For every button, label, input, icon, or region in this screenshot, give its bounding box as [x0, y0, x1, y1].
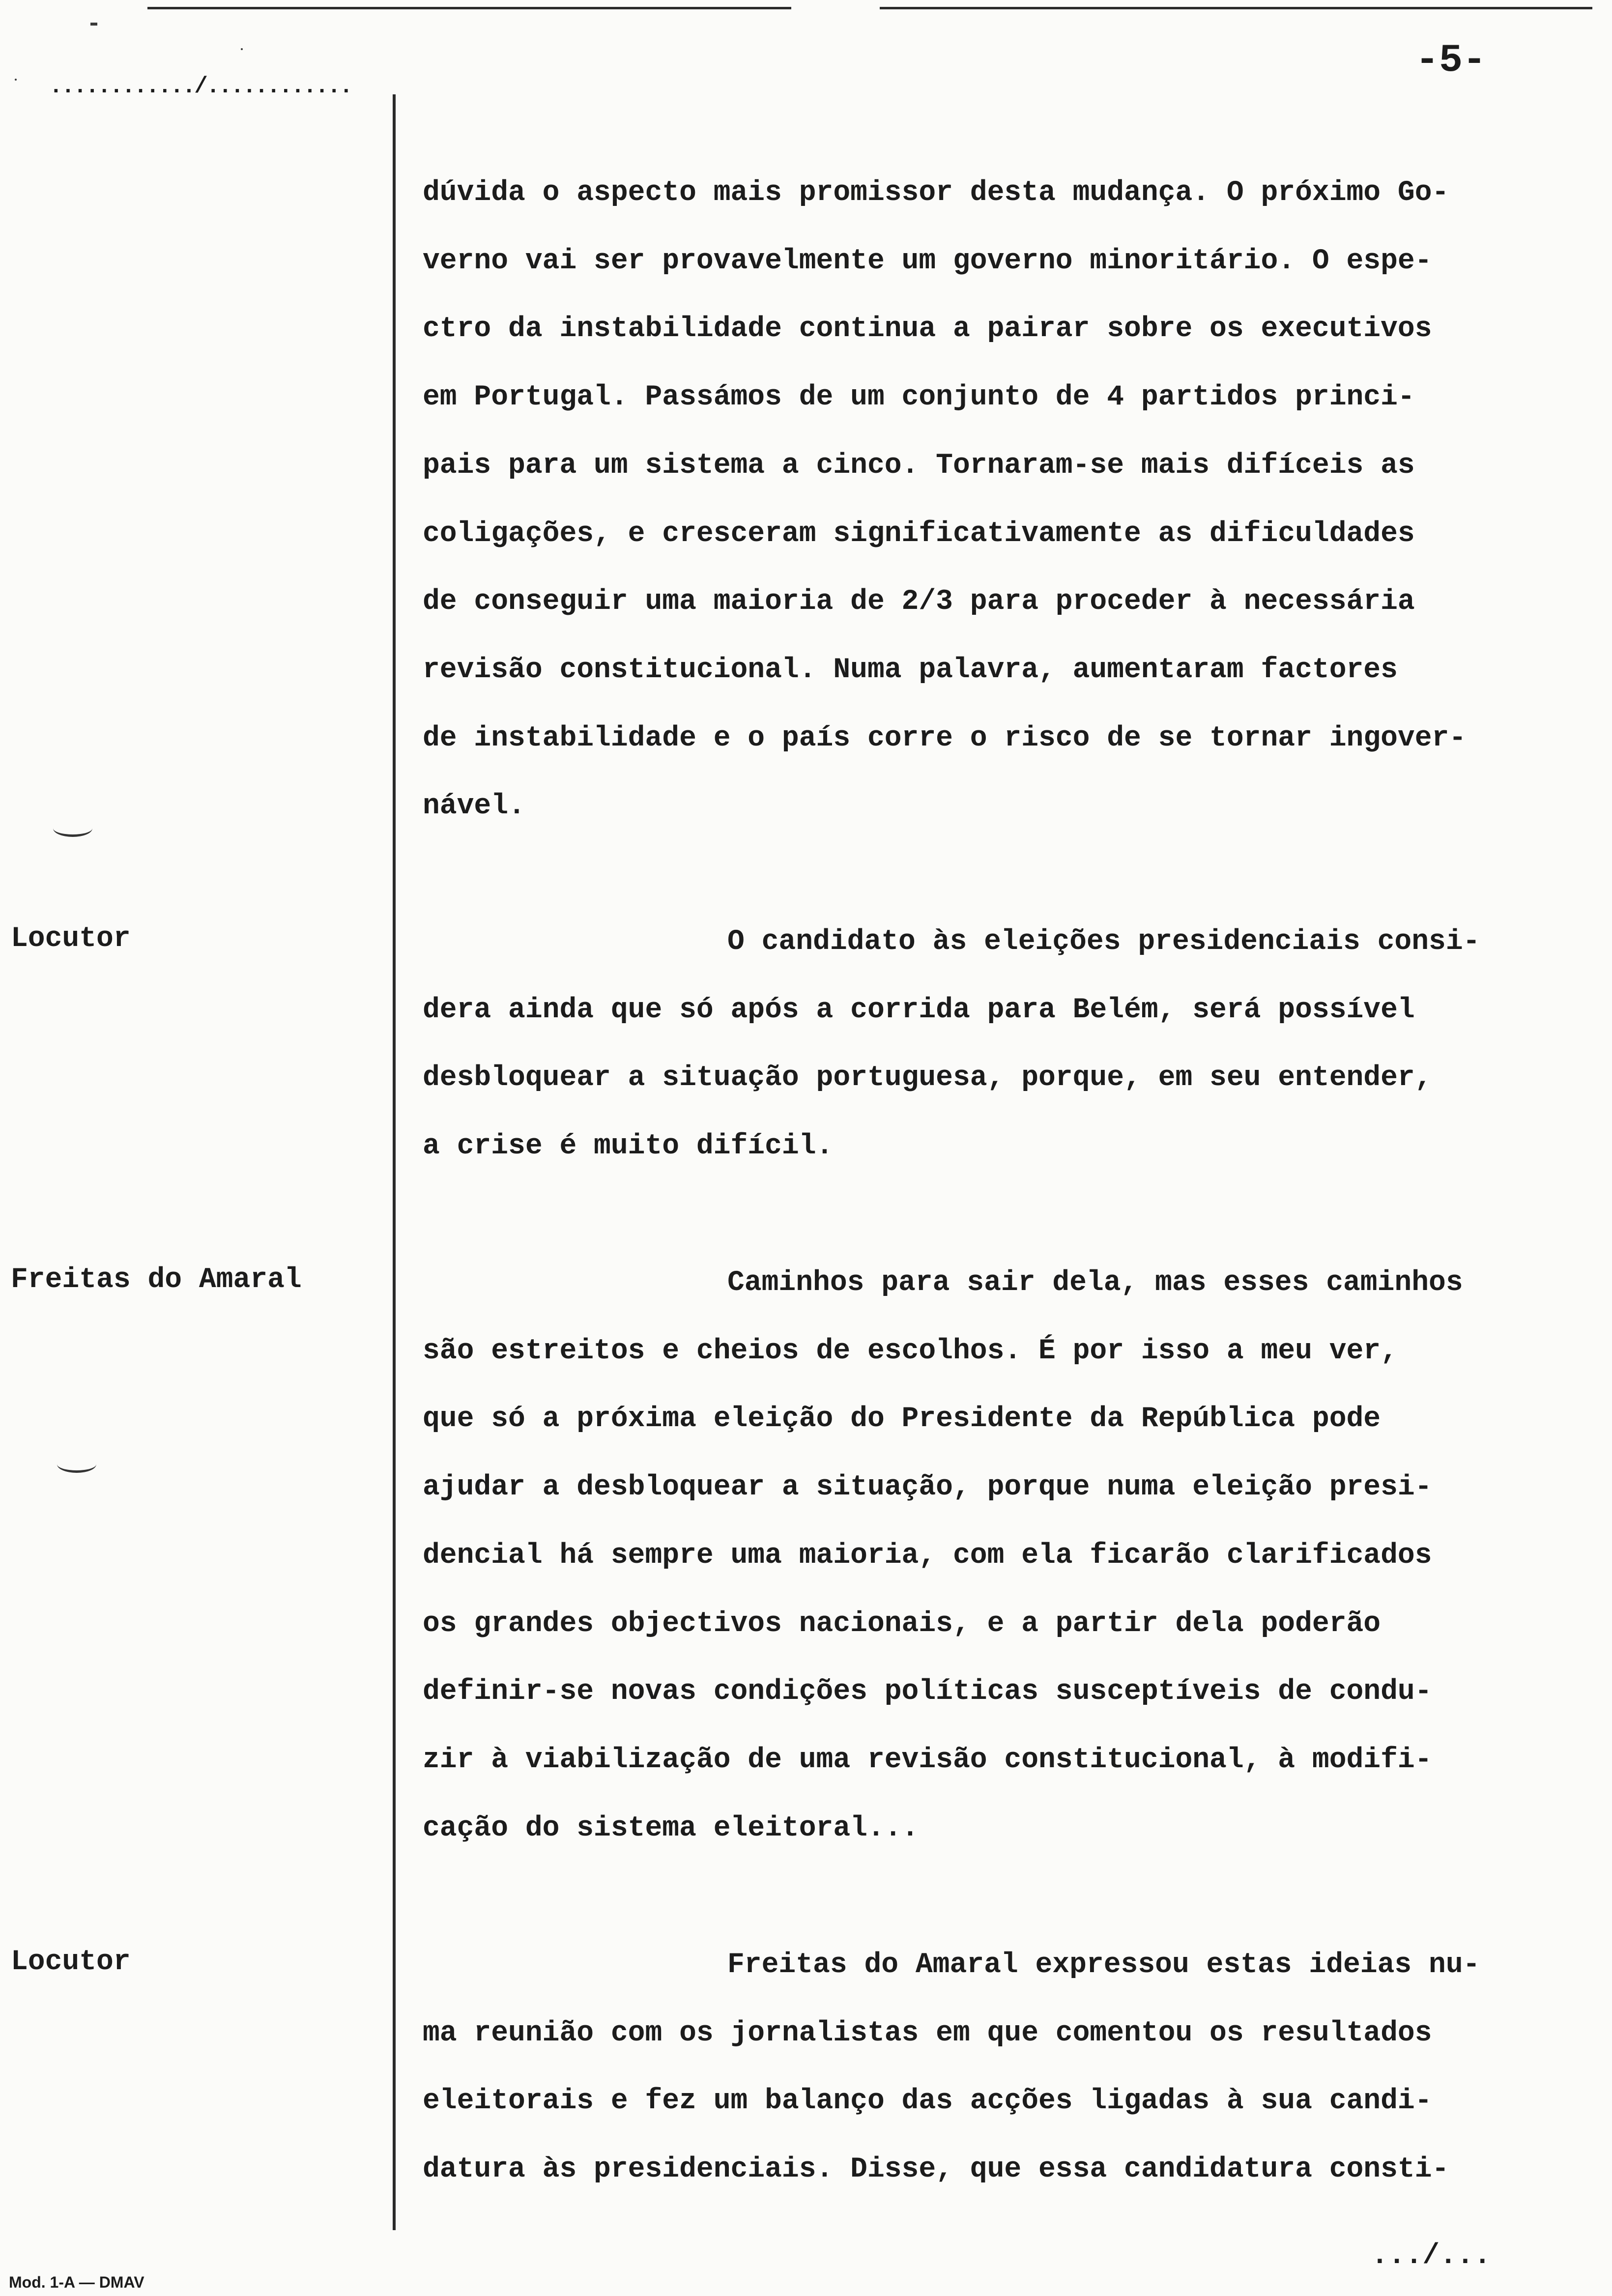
- text-line: a crise é muito difícil.: [423, 1130, 834, 1163]
- text-line: cação do sistema eleitoral...: [423, 1812, 919, 1844]
- text-line: verno vai ser provavelmente um governo minoritário. O espe-: [423, 245, 1432, 277]
- text-line: ma reunião com os jornalistas em que comentou os resultados: [423, 2017, 1432, 2049]
- text-line: coligações, e cresceram significativamente as dificuldades: [423, 517, 1415, 550]
- text-line: Freitas do Amaral expressou estas ideias nu-: [727, 1949, 1480, 1981]
- text-line: dera ainda que só após a corrida para Belém, será possível: [423, 994, 1415, 1026]
- pencil-mark: [57, 1456, 96, 1473]
- text-line: eleitorais e fez um balanço das acções ligadas à sua candi-: [423, 2085, 1432, 2118]
- column-divider: [393, 94, 396, 2230]
- text-line: dúvida o aspecto mais promissor desta mudança. O próximo Go-: [423, 177, 1449, 209]
- transcript-paragraph: [423, 1931, 1583, 2204]
- speaker-label: Freitas do Amaral: [11, 1264, 302, 1296]
- text-line: pais para um sistema a cinco. Tornaram-se mais difíceis as: [423, 449, 1415, 482]
- text-line: desbloquear a situação portuguesa, porque, em seu entender,: [423, 1062, 1432, 1094]
- top-rule-right: [880, 7, 1592, 9]
- text-line: datura às presidenciais. Disse, que essa candidatura consti-: [423, 2153, 1449, 2186]
- text-line: dencial há sempre uma maioria, com ela ficarão clarificados: [423, 1539, 1432, 1572]
- transcript-paragraph: [423, 1249, 1583, 1863]
- text-line: revisão constitucional. Numa palavra, aumentaram factores: [423, 654, 1398, 686]
- text-line: definir-se novas condições políticas susceptíveis de condu-: [423, 1676, 1432, 1708]
- margin-dot: [241, 48, 243, 50]
- text-line: que só a próxima eleição do Presidente da República pode: [423, 1403, 1381, 1435]
- margin-mark: [90, 23, 97, 26]
- text-line: de instabilidade e o país corre o risco de se tornar ingover-: [423, 722, 1467, 754]
- continuation-mark-bottom: .../...: [1371, 2240, 1491, 2272]
- top-rule-left: [147, 7, 791, 9]
- text-line: O candidato às eleições presidenciais consi-: [727, 926, 1480, 958]
- text-line: são estreitos e cheios de escolhos. É por isso a meu ver,: [423, 1335, 1398, 1367]
- text-line: os grandes objectivos nacionais, e a partir dela poderão: [423, 1607, 1381, 1640]
- transcript-paragraph: [423, 159, 1583, 841]
- pencil-mark: [53, 820, 92, 837]
- continuation-mark-top: ............/............: [49, 74, 352, 99]
- text-line: de conseguir uma maioria de 2/3 para proceder à necessária: [423, 586, 1415, 618]
- margin-dot: [15, 79, 17, 81]
- speaker-label: Locutor: [11, 1946, 131, 1978]
- form-code: Mod. 1-A — DMAV: [9, 2273, 144, 2291]
- text-line: ajudar a desbloquear a situação, porque numa eleição presi-: [423, 1471, 1432, 1504]
- text-line: zir à viabilização de uma revisão constitucional, à modifi-: [423, 1744, 1432, 1776]
- speaker-label: Locutor: [11, 923, 131, 955]
- text-line: Caminhos para sair dela, mas esses caminhos: [727, 1267, 1463, 1299]
- text-line: ctro da instabilidade continua a pairar sobre os executivos: [423, 313, 1432, 345]
- transcript-paragraph: [423, 908, 1583, 1181]
- text-line: nável.: [423, 790, 525, 823]
- text-line: em Portugal. Passámos de um conjunto de 4 partidos princi-: [423, 381, 1415, 414]
- page-number: -5-: [1415, 38, 1487, 83]
